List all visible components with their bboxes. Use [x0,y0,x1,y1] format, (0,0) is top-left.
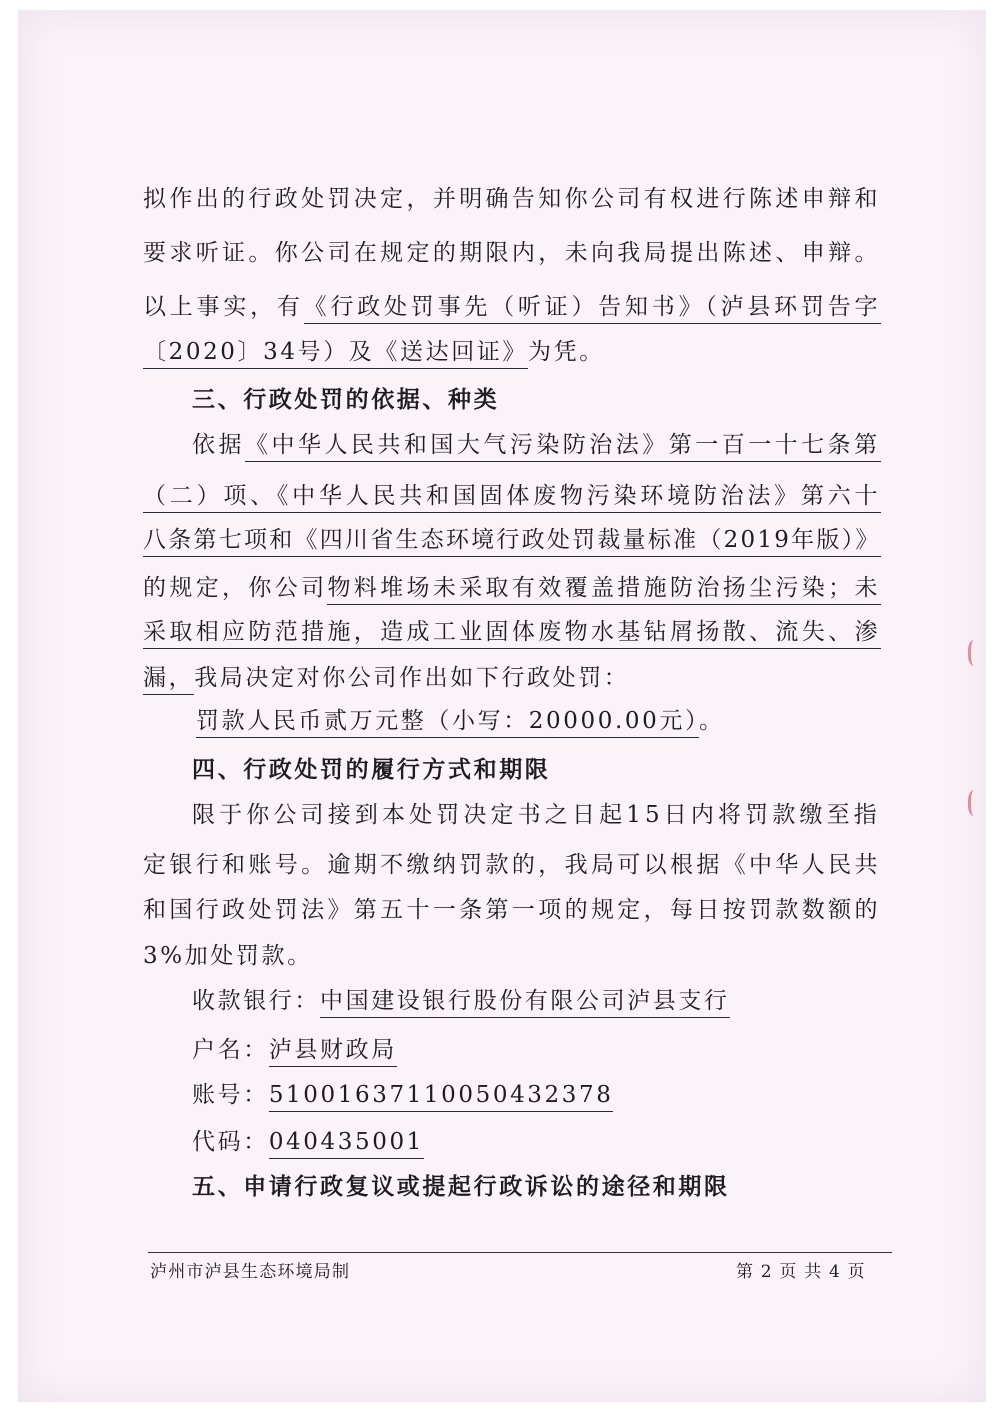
body-text-line [143,854,881,877]
body-text-line [196,710,725,733]
underlined-text: （二）项、《中华人民共和国固体废物污染环境防治法》第六十 [143,483,881,513]
body-text-line [143,188,881,211]
underlined-text: 51001637110050432378 [269,1082,614,1112]
body-text-line [192,1084,613,1107]
text-segment: 和国行政处罚法》第五十一条第一项的规定，每日按罚款数额的 [143,897,881,923]
underlined-text: 采取相应防范措施，造成工业固体废物水基钻屑扬散、流失、渗 [143,619,881,649]
body-text-line [192,990,730,1013]
section-heading [192,758,550,781]
seal-edge-mark [968,640,983,666]
body-text-line [192,434,881,457]
underlined-text: 泸县财政局 [269,1037,397,1067]
body-text-line [143,899,881,922]
underlined-text: 中国建设银行股份有限公司泸县支行 [320,988,730,1018]
text-segment: 定银行和账号。逾期不缴纳罚款的，我局可以根据《中华人民共 [143,852,881,878]
body-text-line [143,296,881,319]
footer-divider [148,1252,892,1253]
body-text-line [143,529,881,552]
text-segment: 限于你公司接到本处罚决定书之日起15日内将罚款缴至指 [192,802,881,828]
section-heading [192,1175,730,1198]
text-segment: 依据 [192,432,245,458]
text-segment: 收款银行： [192,988,320,1014]
text-segment: 3%加处罚款。 [143,943,313,969]
footer-page-number: 第 2 页 共 4 页 [736,1262,866,1282]
footer-issuer: 泸州市泸县生态环境局制 [150,1262,351,1282]
body-text-line [143,667,629,690]
body-text-line [143,945,313,968]
underlined-text: 物料堆场未采取有效覆盖措施防治扬尘污染；未 [327,575,880,605]
text-segment: 户名： [192,1037,269,1063]
text-segment: 代码： [192,1129,269,1155]
text-segment: 要求听证。你公司在规定的期限内，未向我局提出陈述、申辩。 [143,240,881,266]
underlined-text: 040435001 [269,1129,424,1159]
text-segment: 。 [699,708,725,734]
underlined-text: 漏， [143,665,194,695]
underlined-text: 八条第七项和《四川省生态环境行政处罚裁量标准（2019年版）》 [143,527,881,557]
text-segment: 以上事实，有 [143,294,304,320]
section-heading [192,388,499,411]
underlined-text: 罚款人民币贰万元整（小写：20000.00元） [196,708,699,738]
underlined-text: 《中华人民共和国大气污染防治法》第一百一十七条第 [245,432,881,462]
text-segment: 账号： [192,1082,269,1108]
text-segment: 三、行政处罚的依据、种类 [192,386,500,413]
body-text-line [143,621,881,644]
text-segment: 为凭。 [528,339,605,365]
body-text-line [143,341,605,364]
body-text-line [192,1131,424,1154]
text-segment: 我局决定对你公司作出如下行政处罚： [194,665,630,691]
text-segment: 拟作出的行政处罚决定，并明确告知你公司有权进行陈述申辩和 [143,186,881,212]
text-segment: 五、申请行政复议或提起行政诉讼的途径和期限 [192,1173,730,1200]
underlined-text: 《行政处罚事先（听证）告知书》（泸县环罚告字 [304,294,882,324]
seal-edge-mark [968,790,983,816]
text-segment: 的规定，你公司 [143,575,328,601]
body-text-line [143,242,881,265]
body-text-line [192,804,881,827]
underlined-text: 〔2020〕34号）及《送达回证》 [143,339,528,369]
text-segment: 四、行政处罚的履行方式和期限 [192,756,551,783]
body-text-line [192,1039,397,1062]
body-text-line [143,577,881,600]
body-text-line [143,485,881,508]
